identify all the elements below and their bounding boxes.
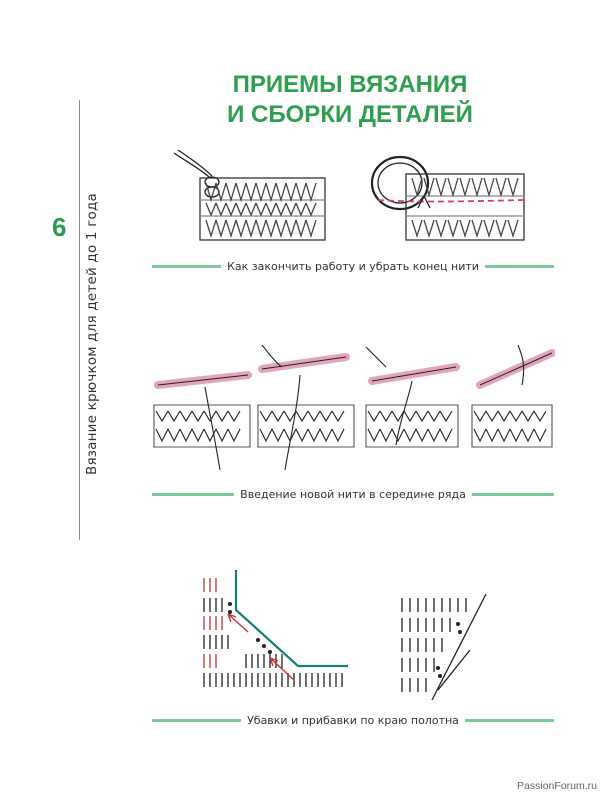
page-number: 6: [52, 212, 67, 242]
caption-text: Введение новой нити в середине ряда: [240, 487, 466, 501]
caption-finish-work: [152, 258, 554, 274]
book-title-vertical: Вязание крючком для детей до 1 года: [84, 193, 100, 475]
caption-decrease-increase: [152, 712, 554, 728]
caption-rule-left: [152, 493, 234, 496]
caption-rule-right: [485, 265, 554, 268]
increase-chart: [398, 590, 493, 710]
page-title-line-2: И СБОРКИ ДЕТАЛЕЙ: [227, 101, 473, 128]
caption-rule-left: [152, 265, 221, 268]
decrease-chart: [198, 568, 353, 703]
caption-new-yarn: [152, 486, 554, 502]
caption-rule-left: [152, 719, 241, 722]
caption-rule-right: [465, 719, 554, 722]
page-title: [200, 70, 500, 130]
new-yarn-illustrations: [150, 345, 555, 470]
finish-work-illustration-1: [172, 148, 330, 243]
side-divider: [79, 100, 80, 540]
caption-text: Убавки и прибавки по краю полотна: [247, 713, 459, 727]
finish-work-illustration-2: [368, 148, 528, 243]
footer-credit: PassionForum.ru: [517, 780, 597, 792]
caption-text: Как закончить работу и убрать конец нити: [227, 259, 479, 273]
caption-rule-right: [472, 493, 554, 496]
page-title-line-1: ПРИЕМЫ ВЯЗАНИЯ: [232, 71, 468, 98]
